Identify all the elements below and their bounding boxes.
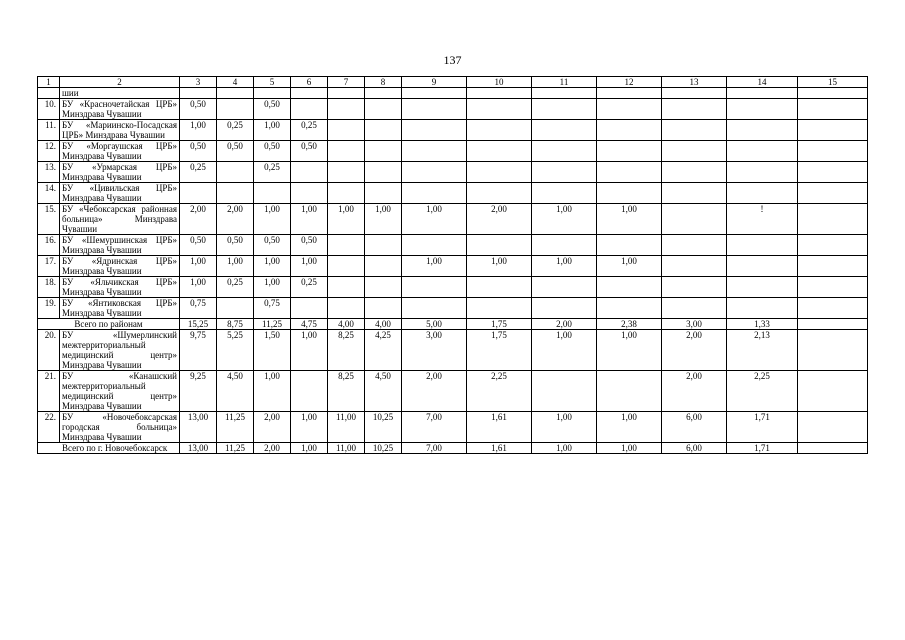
header-cell: 9 xyxy=(402,77,467,88)
value-cell: 4,00 xyxy=(365,319,402,330)
value-cell xyxy=(798,120,868,141)
value-cell xyxy=(328,183,365,204)
institution-name: БУ «Красночетайская ЦРБ» Минздрава Чувашии xyxy=(60,99,180,120)
value-cell: 7,00 xyxy=(402,412,467,443)
value-cell: 1,00 xyxy=(254,371,291,412)
value-cell: 1,33 xyxy=(727,319,798,330)
value-cell xyxy=(402,99,467,120)
row-index xyxy=(38,88,60,99)
value-cell xyxy=(662,204,727,235)
row-index: 11. xyxy=(38,120,60,141)
row-index: 14. xyxy=(38,183,60,204)
value-cell xyxy=(662,277,727,298)
value-cell xyxy=(727,141,798,162)
value-cell xyxy=(798,330,868,371)
table-row xyxy=(38,256,868,277)
table-row xyxy=(38,120,868,141)
value-cell xyxy=(662,141,727,162)
value-cell xyxy=(798,277,868,298)
row-index: 10. xyxy=(38,99,60,120)
value-cell: 2,00 xyxy=(662,330,727,371)
header-cell: 12 xyxy=(597,77,662,88)
row-index: 16. xyxy=(38,235,60,256)
value-cell xyxy=(662,235,727,256)
value-cell xyxy=(467,235,532,256)
value-cell xyxy=(180,88,217,99)
institution-name: БУ «Мариинско-Посадская ЦРБ» Минздрава Чувашии xyxy=(60,120,180,141)
value-cell: 1,00 xyxy=(180,256,217,277)
value-cell xyxy=(328,235,365,256)
value-cell: 1,50 xyxy=(254,330,291,371)
value-cell: 1,00 xyxy=(365,204,402,235)
value-cell: 2,00 xyxy=(402,371,467,412)
row-index: 19. xyxy=(38,298,60,319)
value-cell: 1,00 xyxy=(180,120,217,141)
institution-name: БУ «Чебоксарская районная больница» Минздрава Чувашии xyxy=(60,204,180,235)
value-cell xyxy=(532,371,597,412)
header-cell: 6 xyxy=(291,77,328,88)
value-cell: 9,75 xyxy=(180,330,217,371)
value-cell: 1,00 xyxy=(254,277,291,298)
value-cell: 0,25 xyxy=(291,120,328,141)
value-cell: 4,25 xyxy=(365,330,402,371)
value-cell: 2,00 xyxy=(662,371,727,412)
value-cell: 6,00 xyxy=(662,412,727,443)
header-cell: 4 xyxy=(217,77,254,88)
table-row xyxy=(38,277,868,298)
value-cell: 0,25 xyxy=(217,277,254,298)
value-cell xyxy=(597,120,662,141)
value-cell: 1,00 xyxy=(597,330,662,371)
value-cell xyxy=(597,88,662,99)
value-cell xyxy=(467,120,532,141)
value-cell xyxy=(217,99,254,120)
value-cell: 1,00 xyxy=(291,330,328,371)
value-cell: 4,00 xyxy=(328,319,365,330)
value-cell xyxy=(402,235,467,256)
row-index: 18. xyxy=(38,277,60,298)
value-cell: 1,00 xyxy=(328,204,365,235)
value-cell xyxy=(291,88,328,99)
value-cell xyxy=(328,277,365,298)
value-cell xyxy=(328,99,365,120)
value-cell xyxy=(532,99,597,120)
value-cell: 1,00 xyxy=(597,256,662,277)
value-cell: 0,50 xyxy=(180,235,217,256)
value-cell xyxy=(798,204,868,235)
header-cell: 3 xyxy=(180,77,217,88)
value-cell: 1,61 xyxy=(467,412,532,443)
table-row xyxy=(38,412,868,443)
data-table xyxy=(37,76,868,454)
value-cell xyxy=(254,183,291,204)
value-cell: 1,00 xyxy=(597,443,662,454)
value-cell: 1,75 xyxy=(467,330,532,371)
value-cell xyxy=(365,88,402,99)
value-cell: 13,00 xyxy=(180,443,217,454)
value-cell xyxy=(798,298,868,319)
row-index: 15. xyxy=(38,204,60,235)
value-cell: 11,25 xyxy=(254,319,291,330)
value-cell: 1,00 xyxy=(597,412,662,443)
value-cell xyxy=(402,162,467,183)
value-cell: 2,00 xyxy=(217,204,254,235)
value-cell: 4,75 xyxy=(291,319,328,330)
value-cell: 0,50 xyxy=(254,141,291,162)
value-cell xyxy=(798,256,868,277)
value-cell xyxy=(597,162,662,183)
total-label: Всего по районам xyxy=(38,319,180,330)
value-cell xyxy=(402,141,467,162)
value-cell: 1,75 xyxy=(467,319,532,330)
header-cell: 7 xyxy=(328,77,365,88)
value-cell xyxy=(727,99,798,120)
value-cell xyxy=(467,162,532,183)
value-cell xyxy=(365,277,402,298)
value-cell: 11,00 xyxy=(328,412,365,443)
value-cell: 1,00 xyxy=(402,204,467,235)
value-cell: 0,50 xyxy=(291,235,328,256)
value-cell xyxy=(532,120,597,141)
value-cell xyxy=(402,277,467,298)
institution-name: шии xyxy=(60,88,180,99)
value-cell xyxy=(798,319,868,330)
value-cell xyxy=(798,443,868,454)
institution-name: БУ «Янтиковская ЦРБ» Минздрава Чувашии xyxy=(60,298,180,319)
value-cell: 0,50 xyxy=(180,141,217,162)
value-cell xyxy=(365,120,402,141)
value-cell: 2,25 xyxy=(467,371,532,412)
institution-name: БУ «Моргаушская ЦРБ» Минздрава Чувашии xyxy=(60,141,180,162)
value-cell xyxy=(798,88,868,99)
value-cell xyxy=(467,141,532,162)
value-cell xyxy=(727,120,798,141)
value-cell xyxy=(798,99,868,120)
institution-name: БУ «Цивильская ЦРБ» Минздрава Чувашии xyxy=(60,183,180,204)
value-cell xyxy=(180,183,217,204)
value-cell: 1,00 xyxy=(402,256,467,277)
value-cell: 0,50 xyxy=(180,99,217,120)
value-cell xyxy=(365,99,402,120)
institution-name: БУ «Новочебоксарская городская больница» Минздрава Чувашии xyxy=(60,412,180,443)
value-cell: 1,00 xyxy=(532,443,597,454)
value-cell: 1,00 xyxy=(254,204,291,235)
value-cell xyxy=(662,256,727,277)
value-cell: 7,00 xyxy=(402,443,467,454)
value-cell xyxy=(727,162,798,183)
value-cell xyxy=(597,298,662,319)
value-cell: 11,00 xyxy=(328,443,365,454)
header-cell: 1 xyxy=(38,77,60,88)
table-body xyxy=(38,77,868,454)
value-cell xyxy=(597,277,662,298)
header-cell: 5 xyxy=(254,77,291,88)
value-cell: ! xyxy=(727,204,798,235)
value-cell xyxy=(467,277,532,298)
value-cell: 1,00 xyxy=(532,412,597,443)
value-cell: 5,25 xyxy=(217,330,254,371)
table-row xyxy=(38,298,868,319)
value-cell xyxy=(291,183,328,204)
total-row xyxy=(38,443,868,454)
value-cell xyxy=(727,183,798,204)
value-cell xyxy=(217,183,254,204)
value-cell xyxy=(291,298,328,319)
value-cell: 11,25 xyxy=(217,412,254,443)
header-cell: 10 xyxy=(467,77,532,88)
total-row xyxy=(38,319,868,330)
value-cell: 1,00 xyxy=(532,204,597,235)
value-cell xyxy=(597,371,662,412)
value-cell: 15,25 xyxy=(180,319,217,330)
header-cell: 2 xyxy=(60,77,180,88)
value-cell: 1,00 xyxy=(254,256,291,277)
value-cell xyxy=(467,183,532,204)
row-index: 13. xyxy=(38,162,60,183)
value-cell xyxy=(402,88,467,99)
table-row xyxy=(38,162,868,183)
row-index: 20. xyxy=(38,330,60,371)
value-cell xyxy=(798,162,868,183)
institution-name: БУ «Яльчикская ЦРБ» Минздрава Чувашии xyxy=(60,277,180,298)
value-cell xyxy=(467,298,532,319)
value-cell xyxy=(402,183,467,204)
value-cell: 2,38 xyxy=(597,319,662,330)
value-cell: 1,71 xyxy=(727,443,798,454)
value-cell: 0,25 xyxy=(291,277,328,298)
value-cell: 1,00 xyxy=(291,412,328,443)
value-cell xyxy=(365,141,402,162)
value-cell: 4,50 xyxy=(217,371,254,412)
value-cell xyxy=(662,99,727,120)
table-row xyxy=(38,235,868,256)
institution-name: БУ «Шемуршинская ЦРБ» Минздрава Чувашии xyxy=(60,235,180,256)
value-cell: 0,50 xyxy=(254,99,291,120)
value-cell: 0,50 xyxy=(217,235,254,256)
value-cell xyxy=(532,88,597,99)
value-cell: 10,25 xyxy=(365,412,402,443)
value-cell: 1,00 xyxy=(217,256,254,277)
value-cell: 1,00 xyxy=(532,330,597,371)
value-cell: 0,25 xyxy=(217,120,254,141)
value-cell xyxy=(328,120,365,141)
value-cell xyxy=(217,162,254,183)
total-label: Всего по г. Новочебоксарск xyxy=(38,443,180,454)
value-cell xyxy=(328,88,365,99)
value-cell: 2,13 xyxy=(727,330,798,371)
value-cell: 2,00 xyxy=(254,412,291,443)
value-cell: 1,00 xyxy=(291,443,328,454)
value-cell: 3,00 xyxy=(402,330,467,371)
value-cell xyxy=(532,162,597,183)
value-cell xyxy=(328,256,365,277)
value-cell xyxy=(365,235,402,256)
header-cell: 8 xyxy=(365,77,402,88)
value-cell: 11,25 xyxy=(217,443,254,454)
value-cell xyxy=(467,88,532,99)
page-number: 137 xyxy=(443,53,462,67)
value-cell: 1,00 xyxy=(254,120,291,141)
value-cell xyxy=(291,99,328,120)
value-cell xyxy=(532,235,597,256)
value-cell: 1,71 xyxy=(727,412,798,443)
value-cell: 0,50 xyxy=(291,141,328,162)
value-cell xyxy=(291,162,328,183)
value-cell: 9,25 xyxy=(180,371,217,412)
value-cell: 1,00 xyxy=(532,256,597,277)
value-cell: 4,50 xyxy=(365,371,402,412)
institution-name: БУ «Урмарская ЦРБ» Минздрава Чувашии xyxy=(60,162,180,183)
value-cell: 8,75 xyxy=(217,319,254,330)
value-cell: 1,00 xyxy=(291,256,328,277)
value-cell xyxy=(597,235,662,256)
value-cell xyxy=(727,235,798,256)
header-row xyxy=(38,77,868,88)
value-cell xyxy=(798,371,868,412)
value-cell: 0,75 xyxy=(180,298,217,319)
header-cell: 13 xyxy=(662,77,727,88)
value-cell: 0,50 xyxy=(254,235,291,256)
value-cell xyxy=(254,88,291,99)
value-cell: 1,00 xyxy=(291,204,328,235)
value-cell: 1,00 xyxy=(467,256,532,277)
value-cell: 13,00 xyxy=(180,412,217,443)
header-cell: 15 xyxy=(798,77,868,88)
table-row xyxy=(38,204,868,235)
value-cell xyxy=(365,183,402,204)
value-cell xyxy=(597,99,662,120)
value-cell xyxy=(662,162,727,183)
value-cell: 2,25 xyxy=(727,371,798,412)
table-row xyxy=(38,371,868,412)
value-cell: 8,25 xyxy=(328,371,365,412)
value-cell xyxy=(727,256,798,277)
value-cell xyxy=(662,88,727,99)
value-cell xyxy=(467,99,532,120)
row-index: 22. xyxy=(38,412,60,443)
value-cell xyxy=(328,162,365,183)
value-cell xyxy=(365,256,402,277)
value-cell: 5,00 xyxy=(402,319,467,330)
value-cell xyxy=(532,141,597,162)
value-cell xyxy=(365,298,402,319)
value-cell: 1,00 xyxy=(180,277,217,298)
value-cell xyxy=(402,120,467,141)
value-cell xyxy=(217,298,254,319)
table-row xyxy=(38,88,868,99)
value-cell xyxy=(532,298,597,319)
row-index: 17. xyxy=(38,256,60,277)
value-cell xyxy=(365,162,402,183)
value-cell: 0,50 xyxy=(217,141,254,162)
value-cell: 1,00 xyxy=(597,204,662,235)
value-cell xyxy=(532,183,597,204)
value-cell xyxy=(798,412,868,443)
table-row xyxy=(38,141,868,162)
value-cell xyxy=(291,371,328,412)
value-cell xyxy=(328,298,365,319)
value-cell xyxy=(727,88,798,99)
value-cell: 8,25 xyxy=(328,330,365,371)
value-cell: 0,25 xyxy=(254,162,291,183)
value-cell xyxy=(597,141,662,162)
value-cell xyxy=(662,183,727,204)
header-cell: 14 xyxy=(727,77,798,88)
row-index: 12. xyxy=(38,141,60,162)
value-cell: 2,00 xyxy=(532,319,597,330)
value-cell: 1,61 xyxy=(467,443,532,454)
value-cell xyxy=(798,235,868,256)
value-cell: 3,00 xyxy=(662,319,727,330)
table-row xyxy=(38,183,868,204)
institution-name: БУ «Шумерлинский межтерриториальный медицинский центр» Минздрава Чувашии xyxy=(60,330,180,371)
value-cell: 2,00 xyxy=(180,204,217,235)
value-cell xyxy=(217,88,254,99)
institution-name: БУ «Ядринская ЦРБ» Минздрава Чувашии xyxy=(60,256,180,277)
value-cell xyxy=(662,298,727,319)
table-row xyxy=(38,330,868,371)
value-cell xyxy=(402,298,467,319)
value-cell xyxy=(727,298,798,319)
value-cell: 10,25 xyxy=(365,443,402,454)
value-cell: 2,00 xyxy=(254,443,291,454)
table-row xyxy=(38,99,868,120)
institution-name: БУ «Канашский межтерриториальный медицинский центр» Минздрава Чувашии xyxy=(60,371,180,412)
value-cell xyxy=(798,183,868,204)
value-cell xyxy=(727,277,798,298)
value-cell: 2,00 xyxy=(467,204,532,235)
row-index: 21. xyxy=(38,371,60,412)
value-cell: 0,25 xyxy=(180,162,217,183)
value-cell xyxy=(662,120,727,141)
value-cell xyxy=(597,183,662,204)
value-cell xyxy=(532,277,597,298)
header-cell: 11 xyxy=(532,77,597,88)
value-cell: 6,00 xyxy=(662,443,727,454)
value-cell xyxy=(328,141,365,162)
value-cell xyxy=(798,141,868,162)
value-cell: 0,75 xyxy=(254,298,291,319)
